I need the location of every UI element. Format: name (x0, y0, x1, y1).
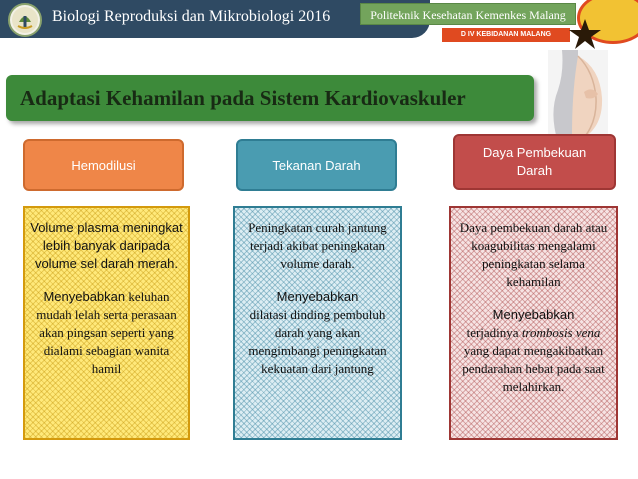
tekanan-cause: Peningkatan curah jantung terjadi akibat peningkatan volume darah. (248, 220, 387, 271)
heading-hemodilusi: Hemodilusi (23, 139, 184, 191)
pembekuan-rest-italic: trombosis vena (521, 325, 601, 340)
heading-daya-pembekuan-text: Daya Pembekuan Darah (482, 145, 587, 178)
page-title: Adaptasi Kehamilan pada Sistem Kardiovaskuler (20, 86, 466, 110)
pembekuan-rest-before: terjadinya (466, 325, 522, 340)
institution-logo-icon (8, 3, 42, 37)
hemodilusi-effect-lead: Menyebabkan (43, 289, 126, 304)
pembekuan-effect-rest (456, 324, 611, 396)
hemodilusi-cause: Volume plasma meningkat lebih banyak daripada volume sel darah merah. (30, 220, 183, 271)
content-box-tekanan-darah (233, 206, 402, 440)
institution-badge: Politeknik Kesehatan Kemenkes Malang (360, 3, 576, 25)
pembekuan-cause: Daya pembekuan darah atau koagubilitas mengalami peningkatan selama kehamilan (459, 220, 608, 289)
pregnant-woman-photo (548, 50, 608, 135)
content-box-daya-pembekuan (449, 206, 618, 440)
content-box-hemodilusi (23, 206, 190, 440)
heading-daya-pembekuan-darah (453, 134, 616, 190)
tekanan-effect-lead: Menyebabkan (276, 289, 359, 304)
header-title: Biologi Reproduksi dan Mikrobiologi 2016 (52, 8, 331, 25)
tekanan-effect-rest: dilatasi dinding pembuluh darah yang akan mengimbangi peningkatan kekuatan dari jantung (248, 307, 387, 376)
hemodilusi-effect (30, 288, 183, 378)
pembekuan-effect-lead: Menyebabkan (492, 307, 575, 322)
heading-tekanan-darah: Tekanan Darah (236, 139, 397, 191)
pembekuan-rest-after: yang dapat mengakibatkan pendarahan hebat pada saat melahirkan. (462, 343, 605, 394)
program-badge: D IV KEBIDANAN MALANG (442, 28, 570, 42)
star-icon (568, 18, 602, 50)
hemodilusi-effect-rest: keluhan mudah lelah serta perasaan akan pingsan seperti yang dialami sebagian wanita hamil (36, 289, 177, 376)
